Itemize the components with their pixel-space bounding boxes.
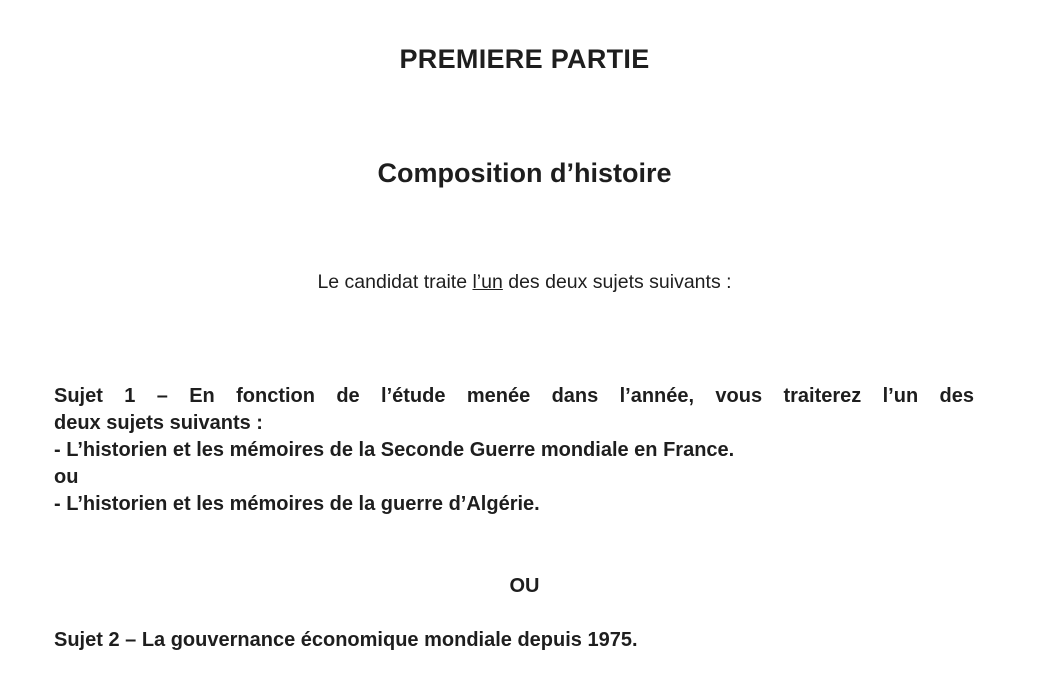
section-title: Composition d’histoire [377,158,672,188]
instruction-underlined: l’un [472,271,503,293]
sujet-2-text: Sujet 2 – La gouvernance économique mondiale depuis 1975. [54,629,638,651]
sujet-1-block [54,383,974,518]
part-title: PREMIERE PARTIE [399,44,650,74]
instruction-after: des deux sujets suivants : [502,271,732,293]
sujet-1-option-a: - L’historien et les mémoires de la Seconde Guerre mondiale en France. [54,439,735,461]
or-separator: OU [509,575,540,597]
instruction-before: Le candidat traite [317,271,473,293]
sujet-1-intro-line-2: deux sujets suivants : [54,412,263,434]
sujet-1-option-or: ou [54,466,79,488]
sujet-1-intro-line-1: Sujet 1 – En fonction de l’étude menée dans l’année, vous traiterez l’un des [54,385,974,407]
sujet-1-option-b: - L’historien et les mémoires de la guerre d’Algérie. [54,493,540,515]
instruction-text [0,271,1049,294]
